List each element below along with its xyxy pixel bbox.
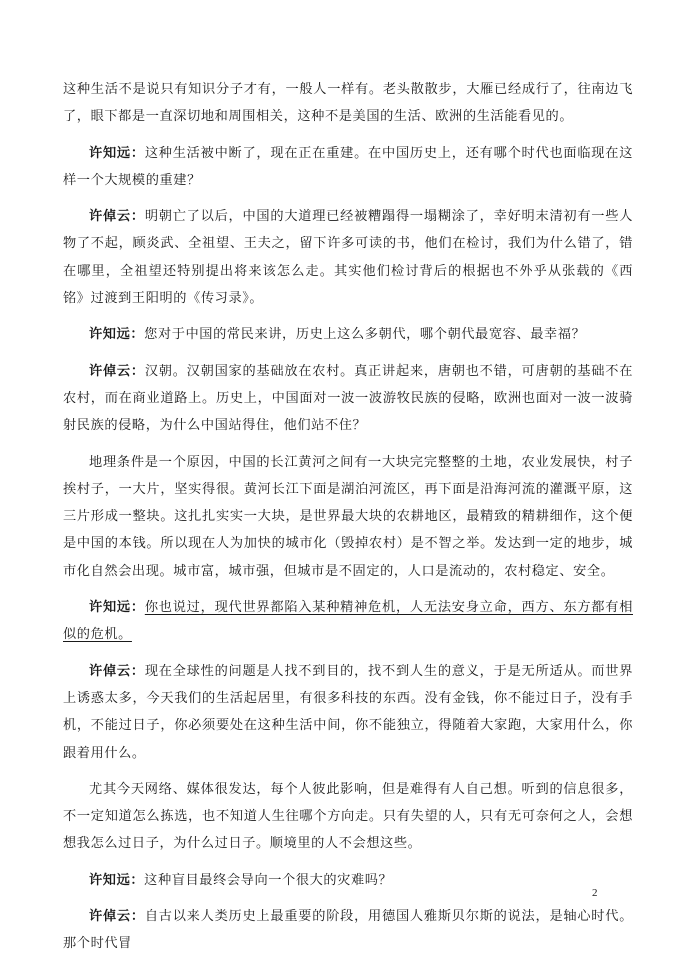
- page-number: 2: [592, 887, 598, 899]
- paragraph-text: 这种生活被中断了，现在正在重建。在中国历史上，还有哪个时代也面临现在这样一个大规模的重建？: [63, 145, 633, 188]
- paragraph-dialogue: [63, 903, 633, 958]
- paragraph-text: 这种生活不是说只有知识分子才有，一般人一样有。老头散散步，大雁已经成行了，往南边飞了，眼下都是一直深切地和周围相关，这种不是美国的生活、欧洲的生活能看见的。: [63, 82, 633, 125]
- paragraph-text: 自古以来人类历史上最重要的阶段，用德国人雅斯贝尔斯的说法，是轴心时代。那个时代冒: [63, 909, 633, 952]
- speaker-label: 许倬云：: [89, 209, 145, 225]
- paragraph-text: 您对于中国的常民来讲，历史上这么多朝代，哪个朝代最宽容、最幸福？: [144, 327, 586, 343]
- underlined-text: 你也说过，现代世界都陷入某种精神危机，人无法安身立命，西方、东方都有相似的危机。: [63, 600, 633, 643]
- speaker-label: 许倬云：: [89, 909, 145, 925]
- paragraph: [63, 449, 633, 585]
- paragraph-dialogue: [63, 658, 633, 767]
- paragraph-text: 明朝亡了以后，中国的大道理已经被糟蹋得一塌糊涂了，幸好明末清初有一些人物了不起，顾炎武、全祖望、王夫之，留下许多可读的书，他们在检讨，我们为什么错了，错在哪里，全祖望还特别提出将来该怎么走。其实他们检讨背后的根据也不外乎从张载的《西铭》过渡到王阳明的《传习录》。: [63, 209, 633, 307]
- speaker-label: 许知远：: [89, 327, 145, 343]
- article-body: [63, 76, 633, 967]
- paragraph-text: 现在全球性的问题是人找不到目的，找不到人生的意义，于是无所适从。而世界上诱惑太多，今天我们的生活起居里，有很多科技的东西。没有金钱，你不能过日子，没有手机，不能过日子，你必须要处在这种生活中间，你不能独立，得随着大家跑，大家用什么，你跟着用什么。: [63, 663, 633, 761]
- paragraph-dialogue: [63, 867, 633, 894]
- paragraph-text: 地理条件是一个原因，中国的长江黄河之间有一大块完完整整的土地，农业发展快，村子挨村子，一大片，坚实得很。黄河长江下面是湖泊河流区，再下面是沿海河流的灌溉平原，这三片形成一整块。这扎扎实实一大块，是世界最大块的农耕地区，最精致的精耕细作，这个便是中国的本钱。所以现在人为加快的城市化（毁掉农村）是不智之举。发达到一定的地步，城市化自然会出现。城市富，城市强，但城市是不固定的，人口是流动的，农村稳定、安全。: [63, 454, 633, 579]
- paragraph-dialogue: [63, 203, 633, 312]
- speaker-label: 许知远：: [89, 145, 145, 161]
- paragraph: [63, 776, 633, 858]
- paragraph: [63, 76, 633, 131]
- paragraph-dialogue: [63, 140, 633, 195]
- paragraph-dialogue: [63, 321, 633, 348]
- paragraph-dialogue-underlined: [63, 594, 633, 649]
- speaker-label: 许倬云：: [89, 663, 145, 679]
- paragraph-dialogue: [63, 358, 633, 440]
- speaker-label: 许知远：: [89, 872, 145, 888]
- paragraph-text: 这种盲目最终会导向一个很大的灾难吗？: [144, 872, 393, 888]
- paragraph-text: 汉朝。汉朝国家的基础放在农村。真正讲起来，唐朝也不错，可唐朝的基础不在农村，而在商业道路上。历史上，中国面对一波一波游牧民族的侵略，欧洲也面对一波一波骑射民族的侵略，为什么中国站得住，他们站不住？: [63, 363, 633, 434]
- paragraph-text: 尤其今天网络、媒体很发达，每个人彼此影响，但是难得有人自己想。听到的信息很多，不一定知道怎么拣选，也不知道人生往哪个方向走。只有失望的人，只有无可奈何之人，会想想我怎么过日子，为什么过日子。顺境里的人不会想这些。: [63, 781, 633, 852]
- speaker-label: 许知远：: [89, 600, 145, 616]
- speaker-label: 许倬云：: [89, 363, 145, 379]
